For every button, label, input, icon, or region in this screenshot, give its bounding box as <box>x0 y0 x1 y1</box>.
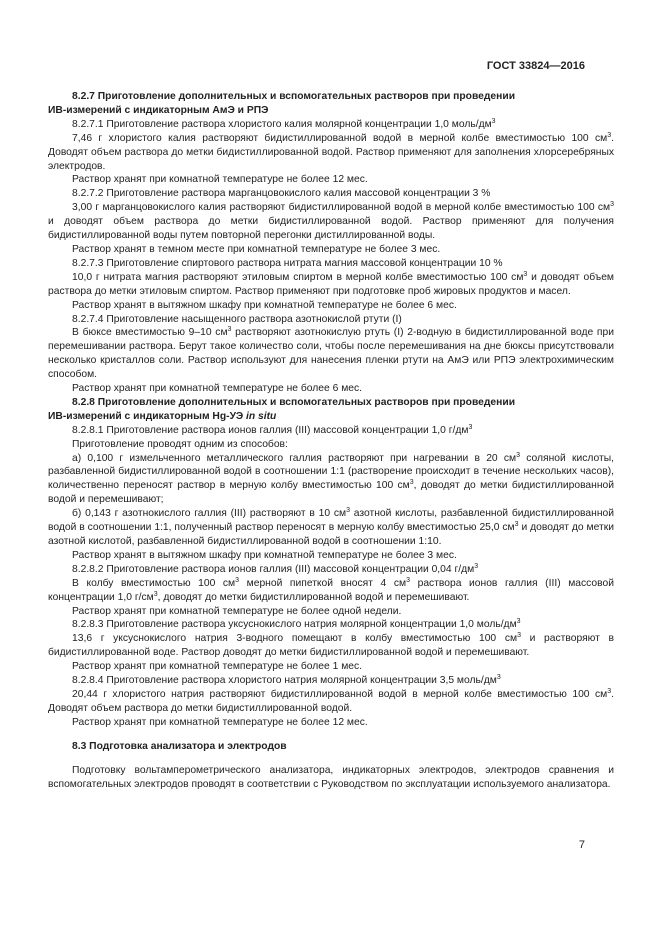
paragraph-kmno4-prep: 3,00 г марганцовокислого калия растворяют бидистиллированной водой в мерной колбе вместимостью 100 $см^3$ и доводят объем раствора до метки бидистиллированной водой. Раствор применяют для получения бидистиллированной воды путем повторной перегонки дистиллированной воды. <box>48 201 614 242</box>
paragraph-storage: Раствор хранят при комнатной температуре не более 12 мес. <box>72 716 368 728</box>
paragraph-hgno3-prep: В бюксе вместимостью 9–10 $см^3$ растворяют азотнокислую ртуть (I) 2-водную в бидистиллированной воде при перемешивании раствора. Берут такое количество соли, чтобы после перемешивания на дне бюксы присутствовали несколько кристаллов соли. Раствор используют для нанесения пленки ртути на АмЭ или РПЭ электрохимическим способом. <box>48 326 614 381</box>
heading-line-2: ИВ-измерений с индикаторным АмЭ и РПЭ <box>48 104 269 116</box>
page-number: 7 <box>578 839 585 851</box>
paragraph-8-2-7-1: 8.2.7.1 Приготовление раствора хлористого калия молярной концентрации 1,0 моль/$дм^3$ <box>72 117 496 130</box>
paragraph-method-a: а) 0,100 г измельченного металлического галлия растворяют при нагревании в 20 $см^3$ соляной кислоты, разбавленной бидистиллированной водой в соотношении 1:1 (растворение происходит в течение нескольких часов), количественно переносят раствор в мерную колбу вместимостью 100 $см^3$, доводят до метки бидистиллированной водой и перемешивают; <box>48 451 615 506</box>
paragraph-storage: Раствор хранят в темном месте при комнатной температуре не более 3 мес. <box>72 243 441 255</box>
heading-line-1: 8.2.8 Приготовление дополнительных и вспомогательных растворов при проведении <box>72 396 516 408</box>
paragraph-storage: Раствор хранят при комнатной температуре не более 12 мес. <box>72 174 368 186</box>
paragraph-nacl-prep: 20,44 г хлористого натрия растворяют бидистиллированной водой в мерной колбе вместимостью 100 $см^3$. Доводят объем раствора до метки бидистиллированной водой. <box>48 687 614 714</box>
section-8-2-7-heading-cont <box>48 104 614 118</box>
paragraph-storage: Раствор хранят при комнатной температуре не более 6 мес. <box>72 383 363 395</box>
heading-italic: in situ <box>246 410 277 422</box>
paragraph-method-b: б) 0,143 г азотнокислого галлия (III) растворяют в 10 $см^3$ азотной кислоты, разбавленной бидистиллированной водой в соотношении 1:1, полученный раствор переносят в мерную колбу вместимостью 25,0 $см^3$ и доводят до метки азотной кислотой, разбавленной бидистиллированной водой в соотношении 1:10. <box>48 507 614 547</box>
heading-line-2: ИВ-измерений с индикаторным Hg-УЭ <box>48 410 247 422</box>
section-8-3-heading: 8.3 Подготовка анализатора и электродов <box>72 740 287 752</box>
paragraph-ga-dilution: В колбу вместимостью 100 $см^3$ мерной пипеткой вносят 4 $см^3$ раствора ионов галлия (III) массовой концентрации 1,0 $г/см^3$, доводят до метки бидистиллированной водой и перемешивают. <box>48 576 614 603</box>
paragraph-methods: Приготовление проводят одним из способов: <box>72 438 288 450</box>
section-8-2-8-heading <box>48 396 614 410</box>
paragraph-8-2-7-4: 8.2.7.4 Приготовление насыщенного раствора азотнокислой ртути (I) <box>72 313 402 325</box>
paragraph-8-2-8-1: 8.2.8.1 Приготовление раствора ионов галлия (III) массовой концентрации 1,0 $г/дм^3$ <box>72 423 473 436</box>
paragraph-8-2-7-2: 8.2.7.2 Приготовление раствора марганцовокислого калия массовой концентрации 3 % <box>72 188 491 200</box>
section-8-2-7-heading <box>48 90 614 104</box>
paragraph-storage: Раствор хранят в вытяжном шкафу при комнатной температуре не более 6 мес. <box>72 299 457 311</box>
section-8-2-8-heading-cont <box>48 410 614 424</box>
document-body <box>48 90 614 791</box>
paragraph-kcl-prep: 7,46 г хлористого калия растворяют бидистиллированной водой в мерной колбе вместимостью 100 $см^3$. Доводят объем раствора до метки бидистиллированной водой. Раствор применяют для заполнения хлорсеребряных электродов. <box>48 131 614 172</box>
paragraph-8-2-8-4: 8.2.8.4 Приготовление раствора хлористого натрия молярной концентрации 3,5 моль/$дм^3$ <box>72 674 501 687</box>
paragraph-analyzer-prep: Подготовку вольтамперометрического анализатора, индикаторных электродов, электродов сравнения и вспомогательных электродов проводят в соответствии с Руководством по эксплуатации используемого анализатора. <box>48 764 614 790</box>
document-code: ГОСТ 33824—2016 <box>486 60 585 72</box>
paragraph-8-2-8-3: 8.2.8.3 Приготовление раствора уксуснокислого натрия молярной концентрации 1,0 моль/$дм^3$ <box>72 618 521 631</box>
paragraph-storage: Раствор хранят в вытяжном шкафу при комнатной температуре не более 3 мес. <box>72 549 457 561</box>
paragraph-naac-prep: 13,6 г уксуснокислого натрия 3-водного помещают в колбу вместимостью 100 $см^3$ и растворяют в бидистиллированной воде. Раствор доводят до метки бидистиллированной водой и перемешивают. <box>48 632 615 659</box>
paragraph-8-2-8-2: 8.2.8.2 Приготовление раствора ионов галлия (III) массовой концентрации 0,04 $г/дм^3$ <box>72 562 479 575</box>
paragraph-storage: Раствор хранят при комнатной температуре не более 1 мес. <box>72 661 363 673</box>
paragraph-mgno3-prep: 10,0 г нитрата магния растворяют этиловым спиртом в мерной колбе вместимостью 100 $см^3$ и доводят объем раствора до метки этиловым спиртом. Раствор применяют при подготовке проб жировых продуктов и масел. <box>48 270 615 297</box>
paragraph-storage: Раствор хранят при комнатной температуре не более одной недели. <box>72 605 402 617</box>
heading-line-1: 8.2.7 Приготовление дополнительных и вспомогательных растворов при проведении <box>72 91 516 102</box>
paragraph-8-2-7-3: 8.2.7.3 Приготовление спиртового раствора нитрата магния массовой концентрации 10 % <box>72 257 503 269</box>
